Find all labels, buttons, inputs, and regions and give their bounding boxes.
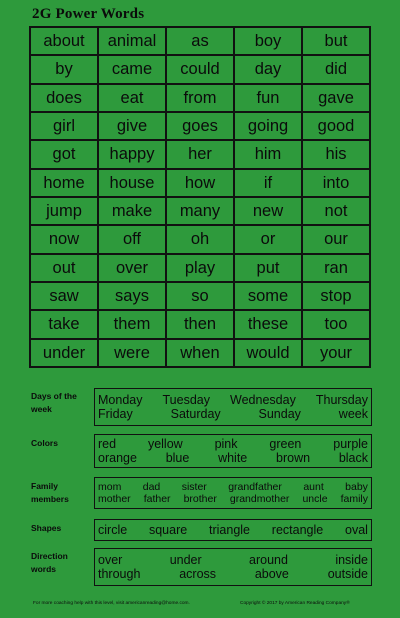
word-cell: about bbox=[30, 27, 98, 55]
word-cell: how bbox=[166, 169, 234, 197]
category-word-box bbox=[94, 434, 372, 468]
word-cell: does bbox=[30, 84, 98, 112]
word-cell: make bbox=[98, 197, 166, 225]
category-word: green bbox=[269, 436, 302, 451]
category-word: brown bbox=[276, 451, 311, 465]
category-word: orange bbox=[98, 451, 137, 465]
category-word: triangle bbox=[209, 522, 250, 537]
category-word: baby bbox=[345, 480, 368, 493]
category-label: Shapes bbox=[31, 523, 62, 533]
word-cell: if bbox=[234, 169, 302, 197]
category-word: black bbox=[338, 451, 368, 465]
word-cell: under bbox=[30, 339, 98, 367]
category-word: inside bbox=[335, 552, 368, 567]
word-cell: from bbox=[166, 84, 234, 112]
category-word: across bbox=[179, 567, 217, 581]
category-word-row bbox=[98, 523, 368, 537]
category-word: red bbox=[98, 436, 117, 451]
category-word: aunt bbox=[303, 480, 324, 493]
word-cell: happy bbox=[98, 140, 166, 168]
word-cell: goes bbox=[166, 112, 234, 140]
word-cell: his bbox=[302, 140, 370, 168]
word-cell: home bbox=[30, 169, 98, 197]
word-cell: did bbox=[302, 55, 370, 83]
word-cell: put bbox=[234, 254, 302, 282]
category-word-box bbox=[94, 477, 372, 509]
category-word: grandmother bbox=[229, 493, 290, 505]
category-word-box bbox=[94, 519, 372, 541]
category-word: under bbox=[169, 552, 202, 567]
word-cell: going bbox=[234, 112, 302, 140]
word-cell: play bbox=[166, 254, 234, 282]
word-cell: many bbox=[166, 197, 234, 225]
page-title: 2G Power Words bbox=[32, 6, 145, 22]
category-word-row bbox=[98, 481, 368, 493]
word-cell: by bbox=[30, 55, 98, 83]
category-word: Tuesday bbox=[162, 392, 210, 407]
category-word: week bbox=[338, 407, 368, 421]
category-word: over bbox=[98, 552, 123, 567]
word-cell: some bbox=[234, 282, 302, 310]
word-cell: or bbox=[234, 225, 302, 253]
word-cell: now bbox=[30, 225, 98, 253]
category-word: yellow bbox=[147, 436, 183, 451]
word-cell: her bbox=[166, 140, 234, 168]
category-word: white bbox=[218, 451, 248, 465]
category-word: pink bbox=[214, 436, 238, 451]
category-label: Days of the week bbox=[31, 391, 77, 415]
category-label: Family members bbox=[31, 481, 69, 505]
category-word: purple bbox=[333, 436, 368, 451]
category-word: through bbox=[98, 567, 141, 581]
category-word: Sunday bbox=[258, 407, 301, 421]
category-word: Monday bbox=[98, 392, 143, 407]
copyright-note: Copyright © 2017 by American Reading Company® bbox=[240, 601, 350, 606]
word-cell: fun bbox=[234, 84, 302, 112]
word-cell: into bbox=[302, 169, 370, 197]
word-cell: but bbox=[302, 27, 370, 55]
category-word-row bbox=[98, 437, 368, 451]
word-cell: house bbox=[98, 169, 166, 197]
word-cell: ran bbox=[302, 254, 370, 282]
category-word: family bbox=[340, 493, 368, 505]
category-word: Wednesday bbox=[230, 392, 296, 407]
word-cell: out bbox=[30, 254, 98, 282]
word-cell: as bbox=[166, 27, 234, 55]
category-word-box bbox=[94, 548, 372, 586]
category-word: circle bbox=[98, 522, 128, 537]
category-word: around bbox=[249, 552, 288, 567]
category-word: rectangle bbox=[271, 522, 324, 537]
category-word: mom bbox=[98, 480, 122, 493]
category-word: Thursday bbox=[315, 392, 368, 407]
category-word: sister bbox=[181, 480, 207, 493]
word-cell: then bbox=[166, 310, 234, 338]
category-word: Saturday bbox=[170, 407, 221, 421]
category-label: Colors bbox=[31, 438, 58, 448]
word-cell: would bbox=[234, 339, 302, 367]
category-word: brother bbox=[183, 493, 217, 505]
word-cell: so bbox=[166, 282, 234, 310]
word-cell: were bbox=[98, 339, 166, 367]
category-word-row bbox=[98, 407, 368, 421]
word-cell: not bbox=[302, 197, 370, 225]
category-word-row bbox=[98, 393, 368, 407]
word-cell: says bbox=[98, 282, 166, 310]
word-cell: off bbox=[98, 225, 166, 253]
category-word: dad bbox=[142, 480, 161, 493]
word-cell: boy bbox=[234, 27, 302, 55]
category-word: above bbox=[254, 567, 289, 581]
category-word: square bbox=[148, 522, 188, 537]
word-cell: them bbox=[98, 310, 166, 338]
word-cell: came bbox=[98, 55, 166, 83]
category-word: father bbox=[143, 493, 171, 505]
word-cell: our bbox=[302, 225, 370, 253]
word-cell: girl bbox=[30, 112, 98, 140]
word-cell: give bbox=[98, 112, 166, 140]
word-cell: these bbox=[234, 310, 302, 338]
category-label: Direction words bbox=[31, 551, 68, 575]
word-cell: too bbox=[302, 310, 370, 338]
word-cell: could bbox=[166, 55, 234, 83]
category-word: uncle bbox=[302, 493, 328, 505]
word-cell: when bbox=[166, 339, 234, 367]
category-word-row bbox=[98, 567, 368, 581]
category-word-row bbox=[98, 451, 368, 465]
word-cell: take bbox=[30, 310, 98, 338]
word-cell: over bbox=[98, 254, 166, 282]
footer-note: For more coaching help with this level, visit americanreading@home.com. bbox=[33, 601, 190, 606]
word-cell: saw bbox=[30, 282, 98, 310]
word-cell: animal bbox=[98, 27, 166, 55]
word-cell: gave bbox=[302, 84, 370, 112]
category-word: mother bbox=[98, 493, 131, 505]
word-cell: got bbox=[30, 140, 98, 168]
word-cell: oh bbox=[166, 225, 234, 253]
category-word: oval bbox=[345, 522, 368, 537]
category-word: outside bbox=[327, 567, 368, 581]
word-cell: stop bbox=[302, 282, 370, 310]
category-word: grandfather bbox=[228, 480, 282, 493]
category-word-row bbox=[98, 493, 368, 505]
word-cell: new bbox=[234, 197, 302, 225]
category-word: Friday bbox=[98, 407, 133, 421]
power-words-grid bbox=[29, 26, 371, 368]
word-cell: eat bbox=[98, 84, 166, 112]
word-cell: jump bbox=[30, 197, 98, 225]
category-word: blue bbox=[165, 451, 190, 465]
word-cell: your bbox=[302, 339, 370, 367]
word-cell: him bbox=[234, 140, 302, 168]
word-cell: good bbox=[302, 112, 370, 140]
category-word-row bbox=[98, 553, 368, 567]
word-cell: day bbox=[234, 55, 302, 83]
category-word-box bbox=[94, 388, 372, 426]
